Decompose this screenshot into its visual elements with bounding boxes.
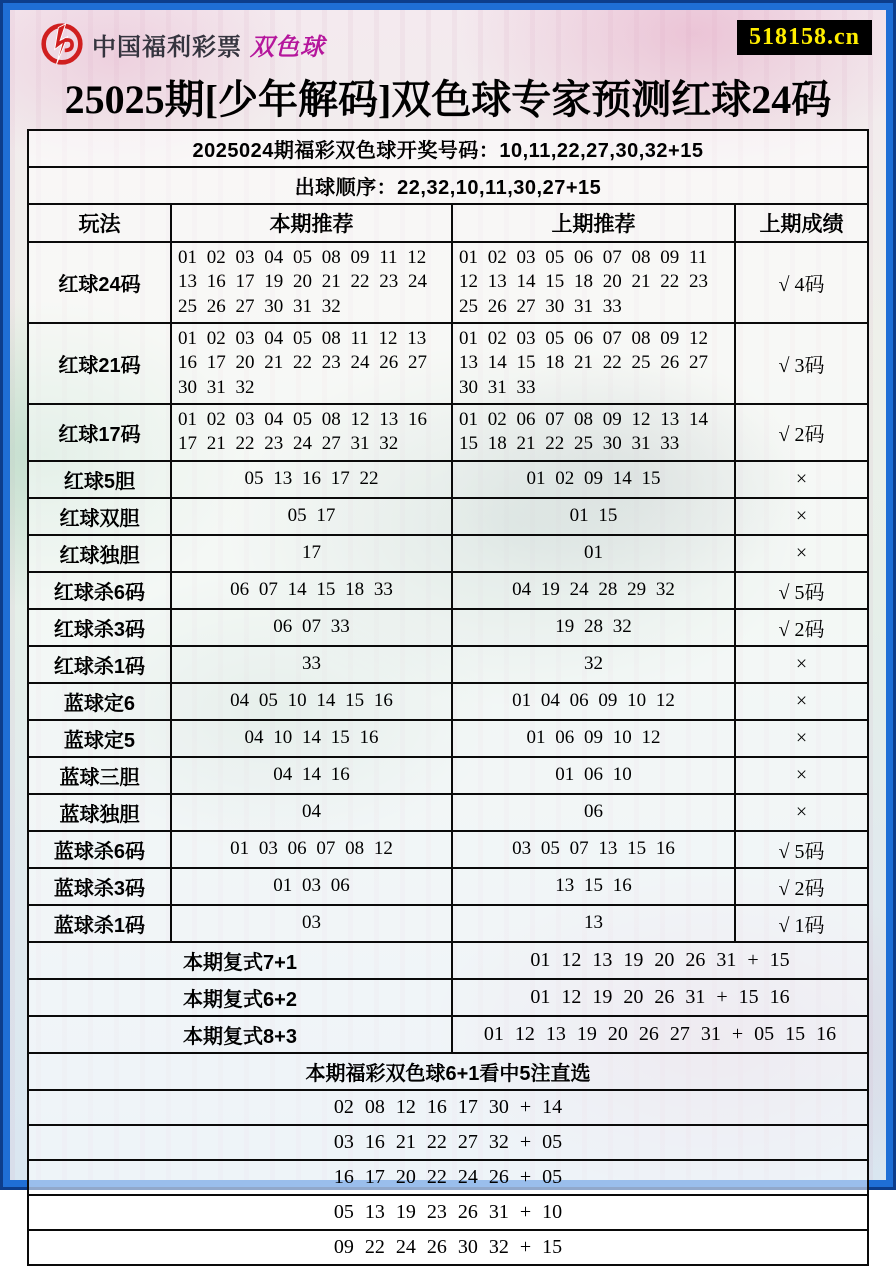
table-row xyxy=(28,498,868,535)
current-recommendation: 05 17 xyxy=(171,498,452,535)
play-label: 蓝球杀1码 xyxy=(28,905,171,942)
play-label: 红球独胆 xyxy=(28,535,171,572)
table-row xyxy=(28,535,868,572)
play-label: 红球杀6码 xyxy=(28,572,171,609)
table-row xyxy=(28,868,868,905)
table-row xyxy=(28,757,868,794)
direct-pick-numbers: 03 16 21 22 27 32 + 05 xyxy=(28,1125,868,1160)
combo-numbers: 01 12 13 19 20 26 31 + 15 xyxy=(452,942,868,979)
table-row xyxy=(28,720,868,757)
combo-label: 本期复式8+3 xyxy=(28,1016,452,1053)
current-recommendation: 17 xyxy=(171,535,452,572)
play-label: 红球24码 xyxy=(28,242,171,323)
brand-product: 双色球 xyxy=(250,33,325,61)
direct-row xyxy=(28,1195,868,1230)
previous-result: × xyxy=(735,498,868,535)
direct-row xyxy=(28,1160,868,1195)
previous-result: √ 1码 xyxy=(735,905,868,942)
column-header: 本期推荐 xyxy=(171,204,452,242)
previous-recommendation: 01 02 03 05 06 07 08 09 12 13 14 15 18 21 22 25 26 27 30 31 33 xyxy=(452,323,735,404)
direct-row xyxy=(28,1090,868,1125)
direct-pick-numbers: 05 13 19 23 26 31 + 10 xyxy=(28,1195,868,1230)
previous-recommendation: 03 05 07 13 15 16 xyxy=(452,831,735,868)
previous-result: × xyxy=(735,535,868,572)
previous-result: √ 5码 xyxy=(735,572,868,609)
table-row xyxy=(28,905,868,942)
play-label: 红球5胆 xyxy=(28,461,171,498)
previous-recommendation: 32 xyxy=(452,646,735,683)
lottery-logo xyxy=(40,22,325,66)
current-recommendation: 04 05 10 14 15 16 xyxy=(171,683,452,720)
play-label: 蓝球三胆 xyxy=(28,757,171,794)
info-text: 出球顺序：22,32,10,11,30,27+15 xyxy=(28,167,868,204)
combo-numbers: 01 12 13 19 20 26 27 31 + 05 15 16 xyxy=(452,1016,868,1053)
previous-recommendation: 01 xyxy=(452,535,735,572)
table-row xyxy=(28,404,868,461)
direct-row xyxy=(28,1125,868,1160)
play-label: 蓝球定6 xyxy=(28,683,171,720)
current-recommendation: 01 03 06 xyxy=(171,868,452,905)
direct-pick-numbers: 02 08 12 16 17 30 + 14 xyxy=(28,1090,868,1125)
current-recommendation: 03 xyxy=(171,905,452,942)
current-recommendation: 05 13 16 17 22 xyxy=(171,461,452,498)
info-text: 2025024期福彩双色球开奖号码：10,11,22,27,30,32+15 xyxy=(28,130,868,167)
previous-recommendation: 13 15 16 xyxy=(452,868,735,905)
previous-result: √ 3码 xyxy=(735,323,868,404)
table-row xyxy=(28,572,868,609)
brand-name: 中国福利彩票 xyxy=(92,33,242,61)
direct-pick-numbers: 09 22 24 26 30 32 + 15 xyxy=(28,1230,868,1265)
previous-recommendation: 13 xyxy=(452,905,735,942)
site-badge: 518158.cn xyxy=(737,20,872,55)
combo-row xyxy=(28,1016,868,1053)
info-row-1 xyxy=(28,130,868,167)
play-label: 红球杀1码 xyxy=(28,646,171,683)
previous-result: × xyxy=(735,794,868,831)
previous-result: √ 2码 xyxy=(735,404,868,461)
previous-recommendation: 06 xyxy=(452,794,735,831)
column-header: 上期成绩 xyxy=(735,204,868,242)
previous-result: × xyxy=(735,461,868,498)
previous-recommendation: 01 06 10 xyxy=(452,757,735,794)
table-row xyxy=(28,461,868,498)
current-recommendation: 33 xyxy=(171,646,452,683)
previous-result: √ 5码 xyxy=(735,831,868,868)
previous-recommendation: 01 02 06 07 08 09 12 13 14 15 18 21 22 25 30 31 33 xyxy=(452,404,735,461)
header xyxy=(10,10,886,60)
previous-recommendation: 19 28 32 xyxy=(452,609,735,646)
table-row xyxy=(28,242,868,323)
play-label: 红球杀3码 xyxy=(28,609,171,646)
info-row-2 xyxy=(28,167,868,204)
previous-recommendation: 01 04 06 09 10 12 xyxy=(452,683,735,720)
table-row xyxy=(28,831,868,868)
column-header-row xyxy=(28,204,868,242)
previous-result: × xyxy=(735,646,868,683)
page-title: 25025期[少年解码]双色球专家预测红球24码 xyxy=(64,77,832,122)
previous-recommendation: 04 19 24 28 29 32 xyxy=(452,572,735,609)
play-label: 蓝球杀6码 xyxy=(28,831,171,868)
column-header: 上期推荐 xyxy=(452,204,735,242)
play-label: 红球17码 xyxy=(28,404,171,461)
combo-label: 本期复式7+1 xyxy=(28,942,452,979)
section-title-row xyxy=(28,1053,868,1090)
column-header: 玩法 xyxy=(28,204,171,242)
combo-numbers: 01 12 19 20 26 31 + 15 16 xyxy=(452,979,868,1016)
welfare-lottery-emblem-icon xyxy=(40,22,84,66)
prediction-table-body xyxy=(28,130,868,1265)
play-label: 红球双胆 xyxy=(28,498,171,535)
current-recommendation: 04 10 14 15 16 xyxy=(171,720,452,757)
play-label: 红球21码 xyxy=(28,323,171,404)
combo-row xyxy=(28,979,868,1016)
previous-result: √ 4码 xyxy=(735,242,868,323)
table-row xyxy=(28,646,868,683)
current-recommendation: 04 xyxy=(171,794,452,831)
previous-result: × xyxy=(735,720,868,757)
prediction-table xyxy=(27,129,869,1266)
table-row xyxy=(28,683,868,720)
combo-row xyxy=(28,942,868,979)
previous-recommendation: 01 06 09 10 12 xyxy=(452,720,735,757)
table-row xyxy=(28,794,868,831)
table-row xyxy=(28,609,868,646)
play-label: 蓝球杀3码 xyxy=(28,868,171,905)
current-recommendation: 01 02 03 04 05 08 11 12 13 16 17 20 21 22 23 24 26 27 30 31 32 xyxy=(171,323,452,404)
current-recommendation: 01 03 06 07 08 12 xyxy=(171,831,452,868)
previous-result: √ 2码 xyxy=(735,868,868,905)
previous-result: × xyxy=(735,757,868,794)
previous-recommendation: 01 02 03 05 06 07 08 09 11 12 13 14 15 18 20 21 22 23 25 26 27 30 31 33 xyxy=(452,242,735,323)
play-label: 蓝球独胆 xyxy=(28,794,171,831)
direct-row xyxy=(28,1230,868,1265)
direct-pick-numbers: 16 17 20 22 24 26 + 05 xyxy=(28,1160,868,1195)
page-background xyxy=(10,10,886,1258)
table-row xyxy=(28,323,868,404)
combo-label: 本期复式6+2 xyxy=(28,979,452,1016)
previous-result: √ 2码 xyxy=(735,609,868,646)
section-title: 本期福彩双色球6+1看中5注直选 xyxy=(28,1053,868,1090)
previous-recommendation: 01 15 xyxy=(452,498,735,535)
previous-recommendation: 01 02 09 14 15 xyxy=(452,461,735,498)
current-recommendation: 04 14 16 xyxy=(171,757,452,794)
current-recommendation: 06 07 33 xyxy=(171,609,452,646)
current-recommendation: 01 02 03 04 05 08 09 11 12 13 16 17 19 20 21 22 23 24 25 26 27 30 31 32 xyxy=(171,242,452,323)
current-recommendation: 01 02 03 04 05 08 12 13 16 17 21 22 23 24 27 31 32 xyxy=(171,404,452,461)
play-label: 蓝球定5 xyxy=(28,720,171,757)
previous-result: × xyxy=(735,683,868,720)
current-recommendation: 06 07 14 15 18 33 xyxy=(171,572,452,609)
